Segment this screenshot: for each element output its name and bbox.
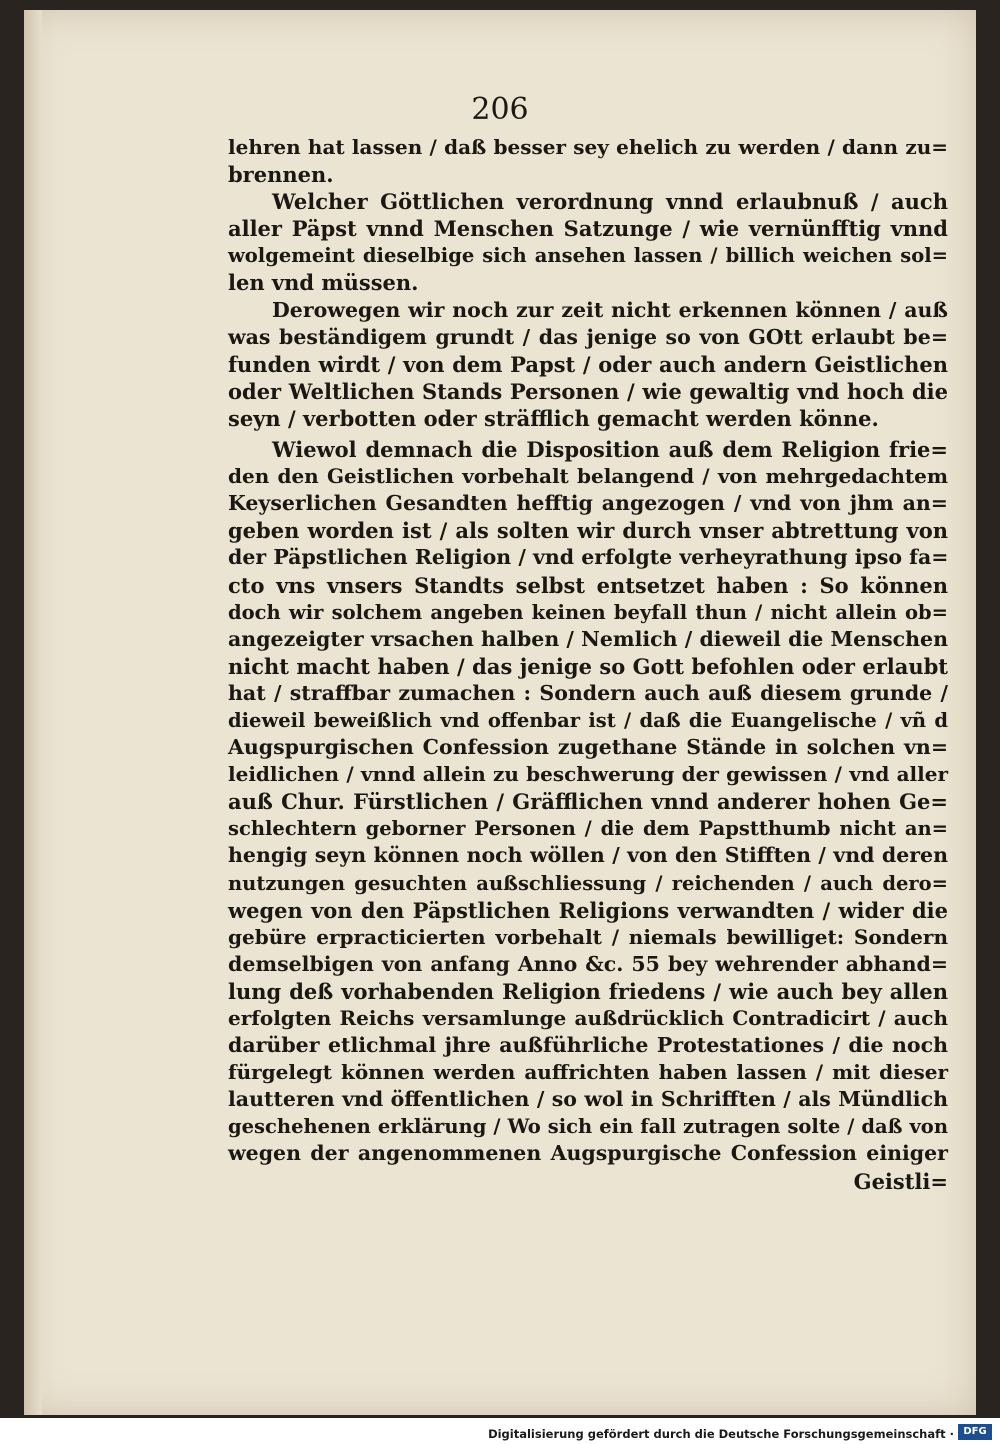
text-line: Augspurgischen Confession zugethane Stände in solchen vn= (228, 735, 948, 760)
text-line: der Päpstlichen Religion / vnd erfolgte verheyrathung ipso fa= (228, 545, 949, 570)
text-line: doch wir solchem angeben keinen beyfall thun / nicht allein ob= (228, 600, 948, 624)
text-line: oder Weltlichen Stands Personen / wie gewaltig vnd hoch die (228, 378, 948, 404)
text-line: leidlichen / vnnd allein zu beschwerung der gewissen / vnd aller (228, 762, 948, 787)
text-line: Keyserlichen Gesandten hefftig angezogen / vnd von jhm an= (228, 491, 948, 516)
text-line: geben worden ist / als solten wir durch vnser abtrettung von (228, 518, 948, 544)
text-line: aller Päpst vnnd Menschen Satzunge / wie vernünfftig vnnd (228, 216, 948, 242)
text-line: hengig seyn können noch wöllen / von den Stifften / vnd deren (228, 843, 948, 868)
text-line: hat / straffbar zumachen : Sondern auch auß diesem grunde / (228, 680, 948, 705)
text-line: wegen von den Päpstlichen Religions verwandten / wider die (228, 897, 948, 923)
text-line: nutzungen gesuchten außschliessung / reichenden / auch dero= (228, 871, 948, 895)
text-line: wolgemeint dieselbige sich ansehen lassen / billich weichen sol= (228, 244, 948, 268)
dfg-logo: DFG (958, 1424, 992, 1440)
page-number: 206 (471, 92, 529, 127)
text-line: geschehenen erklärung / Wo sich ein fall zutragen solte / daß von (228, 1115, 948, 1139)
text-line: dieweil beweißlich vnd offenbar ist / daß die Euangelische / vñ d (228, 708, 948, 732)
text-line: demselbigen von anfang Anno &c. 55 bey wehrender abhand= (228, 951, 948, 976)
body-text (228, 134, 948, 1195)
text-line: den den Geistlichen vorbehalt belangend / von mehrgedachtem (228, 464, 948, 489)
text-line: Welcher Göttlichen verordnung vnnd erlaubnuß / auch (272, 189, 948, 215)
text-line: erfolgten Reichs versamlunge außdrücklich Contradicirt / auch (228, 1006, 948, 1030)
text-line: schlechtern geborner Personen / die dem Papstthumb nicht an= (228, 817, 948, 841)
text-line: fürgelegt können werden auffrichten haben lassen / mit dieser (228, 1060, 948, 1085)
catchword: Geistli= (853, 1168, 948, 1194)
text-line: Derowegen wir noch zur zeit nicht erkennen können / auß (272, 297, 948, 322)
text-line: wegen der angenommenen Augspurgische Confession einiger (228, 1141, 948, 1166)
text-line: angezeigter vrsachen halben / Nemlich / dieweil die Menschen (228, 626, 948, 651)
text-line: nicht macht haben / das jenige so Gott befohlen oder erlaubt (228, 653, 948, 679)
text-line: Wiewol demnach die Disposition auß dem Religion frie= (272, 437, 948, 463)
text-line: len vnd müssen. (228, 270, 419, 296)
text-line: seyn / verbotten oder sträfflich gemacht werden könne. (228, 405, 879, 431)
text-line: was beständigem grundt / das jenige so von GOtt erlaubt be= (228, 324, 948, 349)
text-line: gebüre erpracticierten vorbehalt / niemals bewilliget: Sondern (228, 924, 948, 949)
text-line: lung deß vorhabenden Religion friedens / wie auch bey allen (228, 978, 948, 1004)
text-line: cto vns vnsers Standts selbst entsetzet haben : So können (228, 572, 948, 598)
text-line: lautteren vnd öffentlichen / so wol in Schrifften / als Mündlich (228, 1087, 948, 1112)
text-line: funden wirdt / von dem Papst / oder auch andern Geistlichen (228, 351, 948, 377)
funding-credit: Digitalisierung gefördert durch die Deutsche Forschungsgemeinschaft · (488, 1427, 954, 1441)
text-line: brennen. (228, 162, 334, 188)
page-gutter (24, 10, 42, 1415)
text-line: darüber etlichmal jhre außführliche Protestationes / die noch (228, 1033, 948, 1058)
text-line: lehren hat lassen / daß besser sey ehelich zu werden / dann zu= (228, 135, 948, 159)
text-line: auß Chur. Fürstlichen / Gräfflichen vnnd anderer hohen Ge= (228, 789, 948, 815)
